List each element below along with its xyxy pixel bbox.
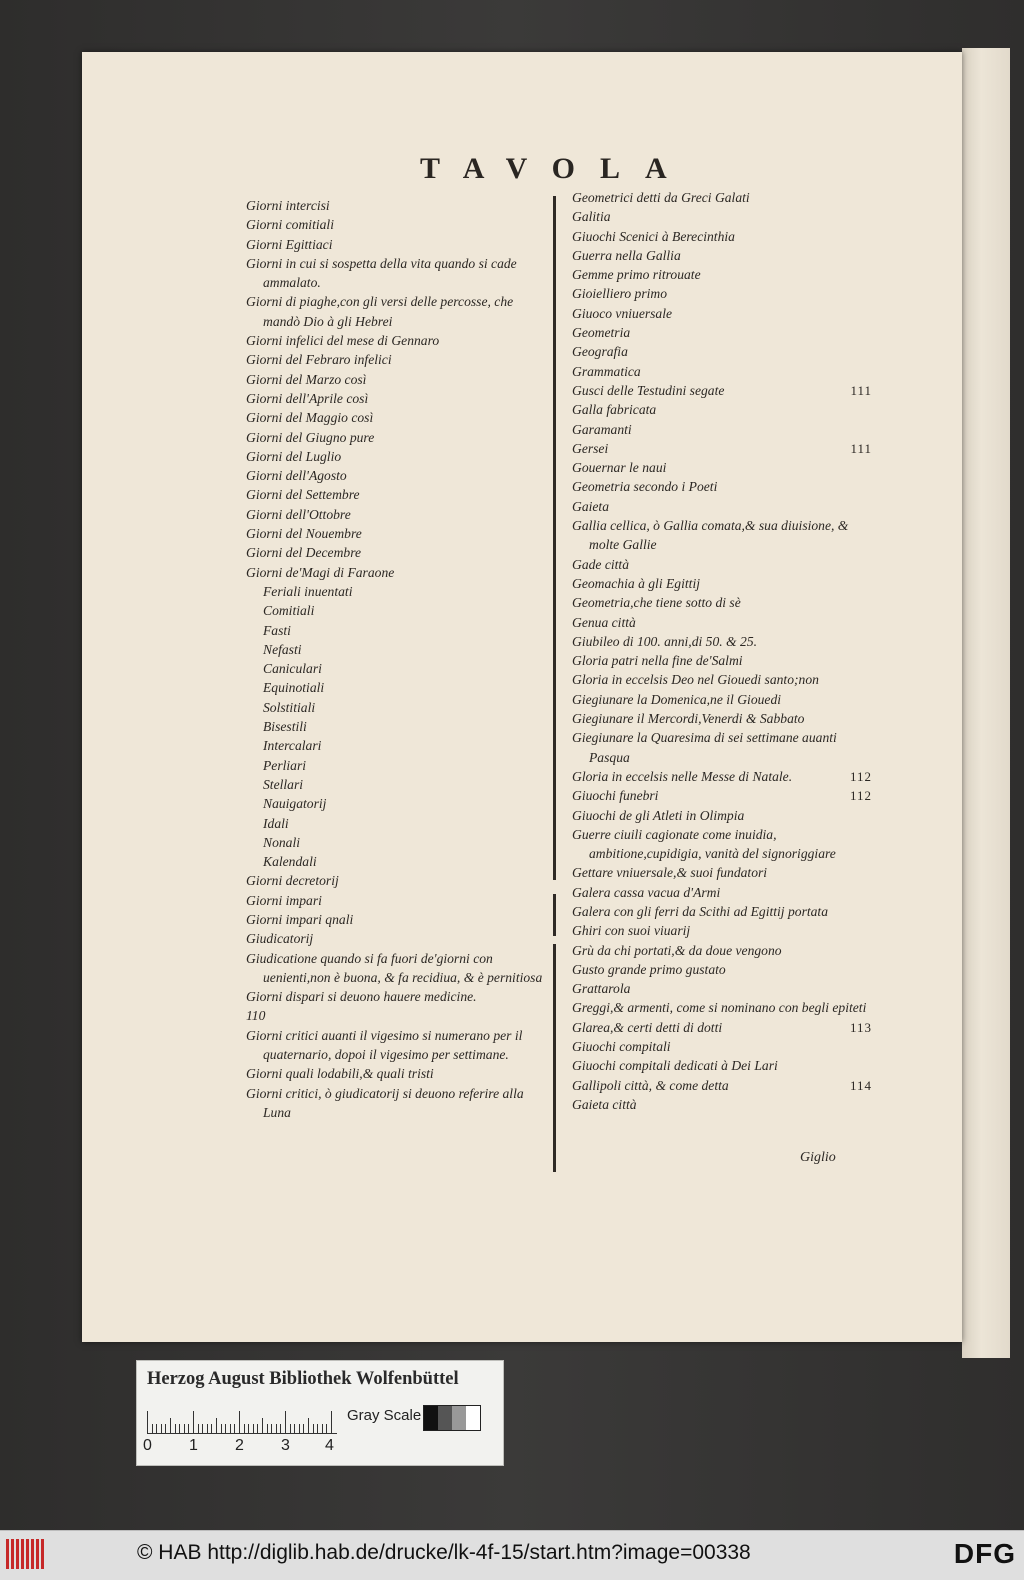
- index-entry: [572, 863, 872, 882]
- index-entry: [572, 979, 872, 998]
- ruler-tick: [221, 1424, 222, 1433]
- index-entry-text: Giudicatorij: [246, 931, 314, 947]
- index-entry: [246, 659, 546, 678]
- index-entry-text: Giorni del Maggio così: [246, 410, 374, 426]
- index-entry-text: Kalendali: [263, 854, 317, 870]
- index-entry: [246, 910, 546, 929]
- index-entry: [246, 949, 546, 988]
- index-entry-text: Gaieta: [572, 498, 609, 514]
- ruler-tick: [239, 1411, 240, 1433]
- index-entry-text: Idali: [263, 815, 289, 831]
- index-entry: [572, 458, 872, 477]
- index-entry-text: Geomachia à gli Egittij: [572, 575, 700, 591]
- ruler-tick: [193, 1411, 194, 1433]
- index-entry-text: Nonali: [263, 834, 301, 850]
- index-entry-text: Greggi,& armenti, come si nominano con begli epiteti: [572, 1000, 867, 1016]
- index-entry: [246, 987, 546, 1006]
- index-entry: [246, 833, 546, 852]
- index-entry-text: Equinotiali: [263, 680, 325, 696]
- index-entry-text: Giorni impari: [246, 892, 322, 908]
- index-entry: [246, 582, 546, 601]
- index-entry-text: Geometria secondo i Poeti: [572, 479, 718, 495]
- index-entry: [572, 1037, 872, 1056]
- library-color-card: [136, 1360, 504, 1466]
- index-entry: [572, 998, 872, 1017]
- index-entry: [572, 690, 872, 709]
- ruler-tick: [326, 1424, 327, 1433]
- ruler-tick: [257, 1424, 258, 1433]
- index-entry-text: Gallipoli città, & come detta: [572, 1077, 729, 1093]
- ruler-tick: [244, 1424, 245, 1433]
- index-entry-text: Gioielliero primo: [572, 286, 668, 302]
- index-entry-text: Giorni dell'Agosto: [246, 468, 347, 484]
- page-number: 111: [850, 440, 872, 456]
- ruler-tick: [253, 1424, 254, 1433]
- index-entry: [572, 1056, 872, 1075]
- index-entry: [246, 1026, 546, 1065]
- index-entry-text: Grattarola: [572, 981, 631, 997]
- ruler-tick: [299, 1424, 300, 1433]
- index-entry-text: Gaieta città: [572, 1096, 637, 1112]
- column-rule: [553, 196, 556, 880]
- index-entry: [572, 400, 872, 419]
- ruler-tick: [285, 1411, 286, 1433]
- index-entry: [246, 292, 546, 331]
- index-entry: [572, 883, 872, 902]
- index-entry-text: Gallia cellica, ò Gallia comata,& sua diuisione, & molte Gallie: [572, 518, 849, 553]
- index-entry: [246, 196, 546, 215]
- index-entry-text: Stellari: [263, 776, 304, 792]
- index-entry-text: Giorni dell'Aprile così: [246, 390, 369, 406]
- index-entry: [246, 466, 546, 485]
- index-entry-text: Gusto grande primo gustato: [572, 961, 726, 977]
- index-entry: [572, 362, 872, 381]
- page-title: TAVOLA: [420, 152, 692, 185]
- index-entry-text: Giorni dispari si deuono hauere medicine.: [246, 989, 477, 1005]
- scale-ruler: [147, 1409, 337, 1434]
- index-entry-text: Giorni in cui si sospetta della vita quando si cade ammalato.: [246, 255, 517, 291]
- index-column-right: [572, 188, 872, 1114]
- ruler-tick: [294, 1424, 295, 1433]
- ruler-tick: [161, 1424, 162, 1433]
- ruler-number: 2: [235, 1437, 244, 1454]
- index-entry-text: Geometria,che tiene sotto di sè: [572, 595, 741, 611]
- index-entry-text: Galla fabricata: [572, 402, 657, 418]
- index-entry-text: Giegiunare la Quaresima di sei settimane auanti Pasqua: [572, 730, 837, 765]
- ruler-tick: [280, 1424, 281, 1433]
- index-entry-text: Giubileo di 100. anni,di 50. & 25.: [572, 633, 758, 649]
- index-entry: [572, 593, 872, 612]
- index-entry: [246, 601, 546, 620]
- footer-copyright-link[interactable]: © HAB http://diglib.hab.de/drucke/lk-4f-15/start.htm?image=00338: [137, 1541, 751, 1564]
- ruler-tick: [290, 1424, 291, 1433]
- index-entry: [246, 678, 546, 697]
- ruler-tick: [198, 1424, 199, 1433]
- index-entry-text: Grù da chi portati,& da doue vengono: [572, 942, 782, 958]
- index-entry: [246, 1064, 546, 1083]
- index-entry: [572, 670, 872, 689]
- index-entry-text: Giuochi de gli Atleti in Olimpia: [572, 807, 745, 823]
- footer-bar: [0, 1530, 1024, 1580]
- index-entry: [246, 814, 546, 833]
- ruler-number: 1: [189, 1437, 198, 1454]
- column-rule: [553, 944, 556, 1172]
- index-entry: [572, 902, 872, 921]
- index-entry: [572, 709, 872, 728]
- index-entry-text: Gemme primo ritrouate: [572, 267, 701, 283]
- index-entry-text: Geografia: [572, 344, 628, 360]
- index-entry-text: Nauigatorij: [263, 796, 327, 812]
- index-entry: [572, 323, 872, 342]
- index-entry: [246, 794, 546, 813]
- index-entry-text: Giorni Egittiaci: [246, 236, 333, 252]
- index-entry-text: Gersei: [572, 440, 609, 456]
- index-entry: [572, 555, 872, 574]
- index-entry-text: Galera con gli ferri da Scithi ad Egittij portata: [572, 903, 829, 919]
- index-entry: [246, 756, 546, 775]
- index-entry: [246, 543, 546, 562]
- index-entry-text: Gloria in eccelsis Deo nel Giouedi santo;non: [572, 672, 819, 688]
- index-entry-text: Giorni intercisi: [246, 198, 330, 213]
- index-entry-text: Giorni comitiali: [246, 217, 334, 233]
- ruler-tick: [308, 1418, 309, 1433]
- ruler-tick: [313, 1424, 314, 1433]
- index-entry-text: Giorni del Febraro infelici: [246, 352, 392, 368]
- index-entry: [572, 806, 872, 825]
- ruler-tick: [271, 1424, 272, 1433]
- index-entry-text: Gloria patri nella fine de'Salmi: [572, 653, 743, 669]
- index-entry: [572, 632, 872, 651]
- index-entry: [572, 265, 872, 284]
- index-entry-text: Genua città: [572, 614, 636, 630]
- index-entry: [572, 728, 872, 767]
- index-entry-text: Giudicatione quando si fa fuori de'giorni con uenienti,non è buona, & fa recidiua, & è pernitiosa: [246, 950, 543, 985]
- column-rule: [553, 894, 556, 936]
- index-entry: [572, 1095, 872, 1114]
- index-entry-text: Geometrici detti da Greci Galati: [572, 190, 750, 205]
- index-entry: [246, 389, 546, 408]
- index-entry: [246, 563, 546, 582]
- index-entry-text: Galera cassa vacua d'Armi: [572, 884, 721, 900]
- gray-scale-swatches: [423, 1405, 481, 1431]
- index-entry: [246, 524, 546, 543]
- index-entry: [246, 871, 546, 890]
- index-entry: [246, 775, 546, 794]
- library-name: Herzog August Bibliothek Wolfenbüttel: [147, 1369, 459, 1389]
- ruler-tick: [267, 1424, 268, 1433]
- page-number: 114: [849, 1077, 872, 1093]
- index-entry: [572, 825, 872, 864]
- index-entry: [246, 640, 546, 659]
- index-entry: [572, 420, 872, 439]
- catchword: Giglio: [800, 1150, 836, 1165]
- index-entry: [572, 497, 872, 516]
- index-entry-text: Giegiunare il Mercordi,Venerdi & Sabbato: [572, 711, 805, 727]
- index-entry-text: Giorni di piaghe,con gli versi delle percosse, che mandò Dio à gli Hebrei: [246, 294, 514, 329]
- index-entry: [246, 929, 546, 948]
- index-entry: [572, 941, 872, 960]
- index-entry-text: Giorni quali lodabili,& quali tristi: [246, 1066, 434, 1082]
- index-entry-text: Guerra nella Gallia: [572, 247, 681, 263]
- index-entry: [246, 215, 546, 234]
- ruler-tick: [188, 1424, 189, 1433]
- index-entry-text: Gloria in eccelsis nelle Messe di Natale.: [572, 768, 793, 784]
- index-entry: [572, 921, 872, 940]
- index-entry-text: Guerre ciuili cagionate come inuidia, ambitione,cupidigia, vanità del signoriggiare: [572, 826, 836, 862]
- index-entry: [572, 246, 872, 265]
- index-entry-text: Giorni de'Magi di Faraone: [246, 564, 395, 580]
- index-entry: [572, 304, 872, 323]
- index-entry: [246, 852, 546, 871]
- index-entry-text: Ghiri con suoi viuarij: [572, 923, 691, 939]
- index-entry-text: Giorni critici auanti il vigesimo si numerano per il quaternario, dopoi il vigesimo per settimane.: [246, 1027, 523, 1063]
- ruler-tick: [184, 1424, 185, 1433]
- ruler-tick: [234, 1424, 235, 1433]
- index-entry: [246, 1084, 546, 1123]
- index-entry-text: Giorni del Luglio: [246, 448, 342, 464]
- page-number: 112: [849, 788, 872, 804]
- ruler-tick: [262, 1418, 263, 1433]
- ruler-tick: [170, 1418, 171, 1433]
- ruler-tick: [175, 1424, 176, 1433]
- index-entry-text: Caniculari: [263, 661, 322, 677]
- index-entry-text: Giorni del Marzo così: [246, 371, 367, 387]
- index-entry-text: Gade città: [572, 556, 630, 572]
- index-entry: [572, 188, 872, 207]
- ruler-tick: [216, 1418, 217, 1433]
- index-entry: [246, 254, 546, 293]
- ruler-tick: [248, 1424, 249, 1433]
- index-entry: [572, 1076, 872, 1095]
- dfg-logo: DFG: [953, 1538, 1016, 1569]
- ruler-tick: [331, 1411, 332, 1433]
- index-entry: [246, 350, 546, 369]
- index-entry-text: Solstitiali: [263, 699, 316, 715]
- ruler-tick: [211, 1424, 212, 1433]
- ruler-tick: [207, 1424, 208, 1433]
- index-entry-text: Grammatica: [572, 363, 641, 379]
- ruler-tick: [179, 1424, 180, 1433]
- index-entry: [246, 736, 546, 755]
- index-entry-text: Giuochi Scenici à Berecinthia: [572, 228, 735, 244]
- index-column-left: [246, 196, 546, 1122]
- index-entry-text: Giorni del Decembre: [246, 545, 362, 561]
- ruler-tick: [156, 1424, 157, 1433]
- ruler-tick: [230, 1424, 231, 1433]
- ruler-numbers: [143, 1437, 343, 1457]
- index-entry: [572, 381, 872, 400]
- index-entry-text: Giorni critici, ò giudicatorij si deuono referire alla Luna: [246, 1085, 524, 1120]
- index-entry: [572, 613, 872, 632]
- index-entry-text: Galitia: [572, 209, 611, 225]
- ruler-tick: [152, 1424, 153, 1433]
- index-entry: [572, 960, 872, 979]
- index-entry: [572, 786, 872, 805]
- index-entry-text: Gusci delle Testudini segate: [572, 382, 725, 398]
- ruler-tick: [202, 1424, 203, 1433]
- index-entry: [572, 284, 872, 303]
- ruler-tick: [165, 1424, 166, 1433]
- index-entry-text: Giorni impari qnali: [246, 911, 354, 927]
- ruler-tick: [225, 1424, 226, 1433]
- page-number: 113: [849, 1019, 872, 1035]
- ruler-tick: [317, 1424, 318, 1433]
- index-entry-text: Bisestili: [263, 719, 307, 735]
- index-entry-text: Giuochi compitali: [572, 1039, 671, 1055]
- index-entry-text: Intercalari: [263, 738, 322, 754]
- index-entry: [246, 331, 546, 350]
- index-entry: [246, 717, 546, 736]
- index-entry-text: 110: [246, 1008, 266, 1024]
- index-entry-text: Fasti: [263, 622, 291, 638]
- index-entry: [572, 227, 872, 246]
- index-entry: [572, 439, 872, 458]
- ruler-number: 0: [143, 1437, 152, 1454]
- index-entry: [246, 235, 546, 254]
- index-entry-text: Giorni del Giugno pure: [246, 429, 375, 445]
- index-entry-text: Gouernar le naui: [572, 460, 667, 476]
- facing-page-edge: [962, 48, 1010, 1358]
- index-entry: [572, 516, 872, 555]
- index-entry: [246, 505, 546, 524]
- index-entry-text: Giorni infelici del mese di Gennaro: [246, 333, 440, 349]
- gray-scale-label: Gray Scale: [347, 1407, 422, 1424]
- ruler-tick: [276, 1424, 277, 1433]
- index-entry: [246, 370, 546, 389]
- index-entry-text: Giorni decretorij: [246, 873, 339, 889]
- ruler-tick: [147, 1411, 148, 1433]
- index-entry-text: Giuochi funebri: [572, 788, 659, 804]
- index-entry-text: Giuochi compitali dedicati à Dei Lari: [572, 1058, 778, 1074]
- index-entry: [246, 891, 546, 910]
- index-entry: [246, 447, 546, 466]
- index-entry-text: Giorni del Nouembre: [246, 526, 362, 542]
- index-entry-text: Giuoco vniuersale: [572, 305, 673, 321]
- index-entry-text: Giegiunare la Domenica,ne il Giouedi: [572, 691, 782, 707]
- index-entry: [246, 428, 546, 447]
- index-entry-text: Feriali inuentati: [263, 583, 353, 599]
- index-entry-text: Geometria: [572, 325, 631, 341]
- index-entry: [246, 621, 546, 640]
- index-entry-text: Gettare vniuersale,& suoi fundatori: [572, 865, 768, 881]
- index-entry: [572, 342, 872, 361]
- index-entry-text: Nefasti: [263, 641, 302, 657]
- ruler-tick: [322, 1424, 323, 1433]
- index-entry: [246, 698, 546, 717]
- index-entry: [572, 1018, 872, 1037]
- index-entry: [572, 477, 872, 496]
- index-entry: [572, 651, 872, 670]
- index-entry: [246, 485, 546, 504]
- index-entry: [246, 1006, 546, 1025]
- index-entry-text: Perliari: [263, 757, 307, 773]
- index-entry: [246, 408, 546, 427]
- index-entry-text: Giorni dell'Ottobre: [246, 506, 351, 522]
- index-entry-text: Giorni del Settembre: [246, 487, 360, 503]
- index-entry-text: Glarea,& certi detti di dotti: [572, 1019, 723, 1035]
- ruler-number: 4: [325, 1437, 334, 1454]
- index-entry: [572, 574, 872, 593]
- page-number: 112: [849, 768, 872, 784]
- index-entry: [572, 767, 872, 786]
- page-number: 111: [850, 382, 872, 398]
- index-entry-text: Garamanti: [572, 421, 632, 437]
- ruler-number: 3: [281, 1437, 290, 1454]
- barcode-logo-icon: [6, 1539, 46, 1569]
- index-entry: [572, 207, 872, 226]
- ruler-tick: [303, 1424, 304, 1433]
- index-entry-text: Comitiali: [263, 603, 315, 619]
